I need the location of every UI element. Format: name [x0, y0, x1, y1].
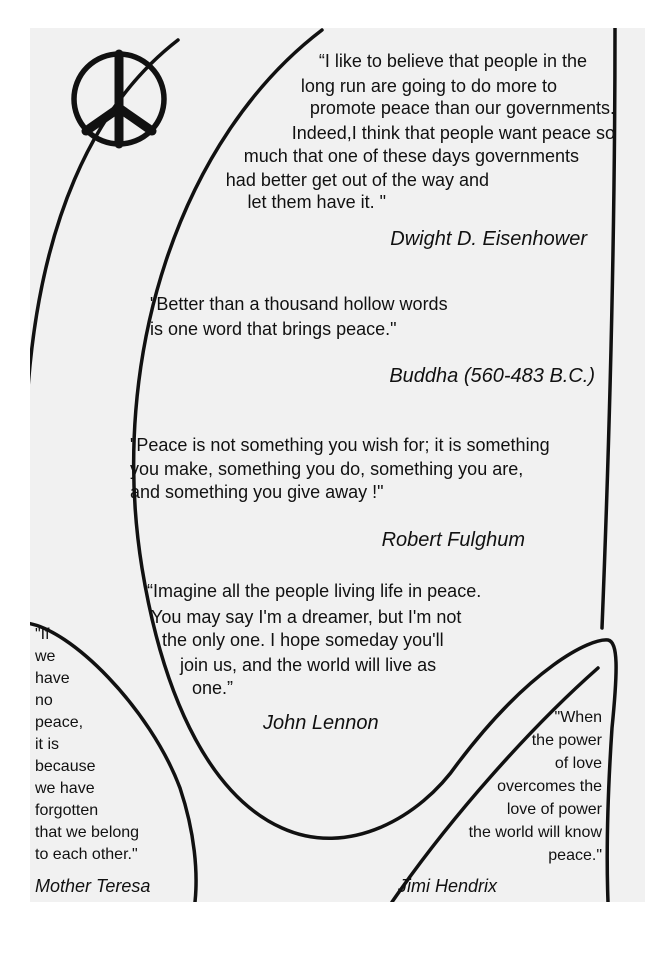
quote-line: because — [35, 758, 96, 775]
author-name: Jimi Hendrix — [398, 876, 498, 896]
quote-line: let them have it. " — [247, 192, 386, 212]
quote-line: is one word that brings peace." — [150, 319, 397, 339]
quote-line: it is — [35, 736, 59, 753]
quote-line: of love — [554, 755, 602, 772]
quote-line: "Peace is not something you wish for; it is something — [130, 435, 550, 455]
author-name: Robert Fulghum — [381, 529, 525, 551]
quote-line: the power — [531, 732, 602, 749]
quote-line: we have — [35, 780, 95, 797]
quote-line: no — [35, 692, 53, 709]
quote-line: you make, something you do, something you are, — [130, 459, 524, 479]
peace-sign-icon — [74, 54, 164, 144]
author-name: Mother Teresa — [35, 876, 151, 896]
quote-line: to each other." — [35, 846, 138, 863]
quote-line: and something you give away !" — [130, 482, 384, 502]
quote-line: overcomes the — [497, 778, 602, 795]
quote-line: forgotten — [35, 802, 99, 819]
quote-line: peace." — [548, 847, 602, 864]
quote-line: join us, and the world will live as — [180, 655, 437, 675]
quote-line: "If — [35, 626, 50, 643]
quote-line: promote peace than our governments. — [309, 98, 615, 118]
quote-line: You may say I'm a dreamer, but I'm not — [151, 607, 462, 627]
quote-line: long run are going to do more to — [300, 76, 557, 96]
poster-sheet — [30, 28, 645, 902]
quote-line: Indeed,I think that people want peace so — [291, 123, 615, 143]
quote-line: the world will know — [468, 824, 602, 841]
quote-line: the only one. I hope someday you'll — [162, 630, 444, 650]
quote-line: "Better than a thousand hollow words — [150, 294, 448, 314]
quote-line: one.” — [192, 678, 234, 698]
author-name: Dwight D. Eisenhower — [390, 228, 587, 250]
quote-line: had better get out of the way and — [225, 170, 489, 190]
author-name: John Lennon — [263, 712, 379, 734]
quote-line: have — [35, 670, 70, 687]
quote-line: much that one of these days governments — [243, 146, 579, 166]
quote-line: “I like to believe that people in the — [318, 51, 587, 71]
quote-line: "When — [554, 709, 602, 726]
quote-line: “Imagine all the people living life in peace. — [147, 581, 482, 601]
quote-line: peace, — [35, 714, 84, 731]
quote-line: we — [35, 648, 56, 665]
quote-line: love of power — [506, 801, 602, 818]
author-name: Buddha (560-483 B.C.) — [389, 365, 595, 387]
quote-line: that we belong — [35, 824, 140, 841]
